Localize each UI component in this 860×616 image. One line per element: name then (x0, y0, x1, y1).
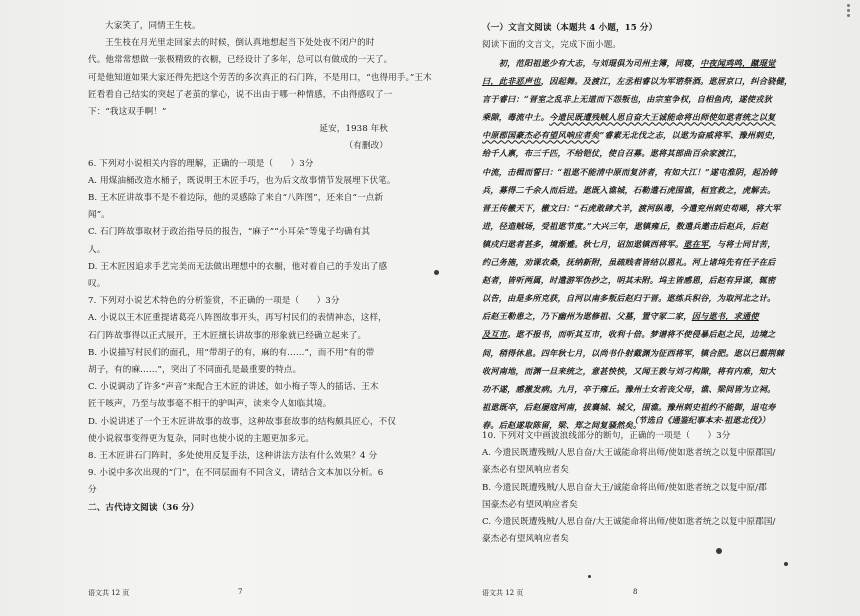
passage-line (482, 72, 796, 90)
passage-text: 言于睿曰：“晋室之乱非上无道而下怨叛也，由宗室争权，自相鱼肉，遂使戎狄 (482, 94, 773, 105)
passage-line (482, 217, 796, 235)
classical-passage (482, 54, 796, 434)
passage-text: 间，稍得休息。四年秋七月，以尚书仆射戴渊为征西将军，镇合肥。逖以已翦荆棘 (482, 347, 784, 358)
passage-line (482, 126, 796, 144)
text-line: B. 王木匠讲故事不是不着边际，他的灵感除了来自“八阵图”，还来自“一点新 (88, 193, 384, 204)
passage-text: 功不遂，感激发病。九月，卒于雍丘。豫州士女若丧父母，谯、梁间皆为立祠。 (482, 383, 776, 394)
passage-text: 约己务施，劝课农桑，抚纳新附，虽疏贱者皆结以恩礼。河上诸坞先有任子在后 (482, 257, 776, 268)
text-line: 石门阵故事得以正式展开，王木匠擅长讲故事的形象就已经确立起来了。 (88, 330, 367, 341)
text-line: A. 用煤油桶改造水桶子，既说明王木匠手巧，也为后文故事情节发展埋下伏笔。 (88, 175, 396, 186)
text-line: 代。他常常想做一张极精致的衣橱，已经设计了多年，总可以有做成的一天了。 (88, 55, 393, 66)
passage-text: 祖逖既卒，后赵屡寇河南，拔襄城、城父，围谯。豫州刺史祖约不能御，退屯寿 (482, 401, 776, 412)
text-line: 二、古代诗文阅读（36 分） (88, 502, 199, 513)
passage-source: （节选自《通鉴纪事本末·祖逖北伐》） (630, 415, 770, 425)
underlined-text: 中夜闻鸡鸣，蹴琨觉 (700, 58, 776, 68)
text-line: 9. 小说中多次出现的“门”，在不同层面有不同含义，请结合文本加以分析。6 (88, 468, 384, 479)
passage-line (482, 344, 796, 362)
passage-line (482, 380, 796, 398)
question-line: 豪杰必有望风响应者矣 (482, 534, 569, 545)
section-heading: （一）文言文阅读（本题共 4 小题，15 分） (482, 23, 658, 33)
passage-line (482, 90, 796, 108)
left-page-text (88, 18, 432, 517)
passage-text: 兵，募得二千余人而后进。逖既入谯城，石勒遣石虎围谯，桓宣救之，虎解去。 (482, 184, 776, 195)
passage-text: 。逖不报书，而听其互市，收利十倍。梦谱将不使侵暴后赵之民，边境之 (507, 329, 776, 340)
passage-line (482, 108, 796, 126)
question-line: 10. 下列对文中画波浪线部分的断句，正确的一项是（ ）3分 (482, 431, 731, 441)
left-page-number: 7 (238, 588, 243, 596)
passage-text: ，与将士同甘苦， (708, 238, 776, 249)
text-line: 下：“我这双手啊！” (88, 107, 167, 118)
question-line: 国豪杰必有望风响应者矣 (482, 499, 578, 510)
reading-intro: 阅读下面的文言文，完成下面小题。 (482, 40, 622, 50)
text-line: 叹。 (88, 279, 106, 290)
passage-line (482, 362, 796, 380)
text-line: C. 小说调动了许多“声音”来配合王木匠的讲述，如小梅子等人的插话、王木 (88, 382, 379, 393)
passage-line (482, 54, 796, 72)
passage-text: ”睿素无北伐之志，以逖为奋威将军、豫州刺史， (599, 130, 781, 141)
passage-text: 初，范阳祖逖少有大志，与刘琨俱为司州主簿，同寝， (482, 58, 701, 68)
passage-text: 以告，由是多所克获，自河以南多叛后赵归于晋。逖练兵积谷，为取河北之计。 (482, 293, 776, 304)
text-line: 8. 王木匠讲石门阵时，多处使用反复手法，这种讲法方法有什么效果？4 分 (88, 451, 378, 462)
scan-speck (434, 270, 439, 275)
passage-text: 收河南地，而渊一旦来统之，意甚怏怏，又闻王敦与刘刁构隙，将有内难，知大 (482, 365, 776, 376)
question-10 (482, 428, 796, 548)
left-footer-total: 语文共 12 页 (88, 589, 130, 597)
text-line: 可是他知道如果大家还得先把这个劳苦的多次真正的石门阵，不是用口，“也得用手。”王木 (88, 72, 432, 83)
passage-line (482, 307, 796, 325)
passage-line (482, 325, 796, 343)
passage-line (482, 253, 796, 271)
passage-line (482, 163, 796, 181)
passage-text: 晋王传檄天下，檄文曰：“石虎敢肆犬羊，渡河纵毒，今遣兖州刺史苟晞，将大军 (482, 202, 781, 213)
scan-speck (716, 548, 722, 554)
text-line: D. 王木匠因追求手艺完美而无法做出理想中的衣橱，他对着自己的手发出了感 (88, 261, 388, 272)
text-line: 延安，1938 年秋 (319, 124, 388, 135)
text-line: 匠干咳声，乃至与故事毫不相干的驴叫声，读来令人如临其境。 (88, 399, 332, 410)
text-line: A. 小说以王木匠重提诸葛亮八阵图故事开头，再写村民们的表情神态，这样， (88, 313, 387, 324)
passage-text: 中流，击楫而誓曰：“祖逖不能清中原而复济者，有如大江！”遂屯淮阴，起冶铸 (482, 166, 777, 177)
text-line: C. 石门阵故事取材于政治指导员的报告，“麻子”“小耳朵”等鬼子均确有其 (88, 227, 371, 238)
more-options-icon[interactable] (844, 3, 852, 23)
right-page (430, 0, 860, 616)
passage-text: 给千人禀，布三千匹，不给铠仗，使自召募。逖将其部曲百余家渡江， (482, 148, 743, 159)
scan-speck (588, 575, 591, 578)
text-line: B. 小说描写村民们的面孔，用“带胡子的有，麻的有……”，而不用“有的带 (88, 347, 375, 358)
underlined-text: 及互市 (482, 329, 508, 340)
right-page-number: 8 (633, 588, 638, 596)
underlined-text: 因与逖书，求通使 (691, 311, 759, 322)
passage-text: 乘隙，毒流中土。 (482, 112, 550, 123)
passage-text: 春。后赵遂取陈留，梁、郑之间复骚然矣。 (482, 419, 642, 430)
text-line: 使小说叙事变得更为复杂，同时也使小说的主题更加多元。 (88, 433, 315, 444)
question-line: C. 今遗民既遭残贼/人思自奋/大王诚能命将出师/使如逖者统之以复中原郡国/ (482, 517, 776, 528)
passage-line (482, 289, 796, 307)
passage-text: 进，径造贼场，受祖逖节度。”大兴三年，逖镇雍丘，数遣兵邀击后赵兵，后赵 (482, 220, 768, 231)
underlined-text: 曰，此非恶声也 (482, 76, 541, 87)
passage-text: 后赵王勒患之，乃下幽州为逖修祖、父墓，置守冢二家， (482, 311, 692, 322)
right-footer-total: 语文共 12 页 (482, 589, 524, 597)
passage-line (482, 199, 796, 217)
question-line: B. 今遗民既遭残贼/人思自奋大王/诚能命将出师/使如逖者统之以复中原/郡 (482, 482, 767, 493)
question-line: 豪杰必有望风响应者矣 (482, 465, 569, 476)
text-line: 王生枝在月光里走回家去的时候，倒认真地想起当下处处夜不闭户的时 (105, 38, 375, 49)
text-line: D. 小说讲述了一个王木匠讲故事的故事，这种故事套故事的结构颇具匠心，不仅 (88, 416, 396, 427)
text-line: 分 (88, 485, 97, 496)
passage-text: 赵者，皆听两属，时遣游军伪抄之，明其未附。坞主皆感恩，后赵有异谋，辄密 (482, 275, 776, 286)
scan-speck (784, 562, 788, 566)
text-line: 大家笑了，同情王生枝。 (105, 21, 201, 31)
passage-line (482, 235, 796, 253)
passage-line (482, 144, 796, 162)
text-line: （有删改） (344, 141, 388, 152)
underlined-text: 逖在军 (683, 238, 709, 249)
text-line: 7. 下列对小说艺术特色的分析鉴赏，不正确的一项是（ ）3分 (88, 296, 340, 307)
text-line: 人。 (88, 244, 106, 255)
wavy-underlined-text: 中原郡国豪杰必有望风响应者矣 (482, 130, 600, 141)
passage-line (482, 181, 796, 199)
passage-text: ，因起舞。及渡江，左丞相睿以为军谘祭酒。逖居京口，纠合骁健， (540, 76, 793, 87)
text-line: 胡子，有的麻……”，突出了不同面孔是最重要的特点。 (88, 365, 302, 376)
text-line: 闻”。 (88, 210, 110, 221)
passage-text: 镇戍归逖者甚多，境渐蹙。秋七月，诏加逖镇西将军。 (482, 238, 684, 249)
question-line: A. 今遗民既遭残贼/人思自奋/大王诚能命将出师/使如逖者统之以复中原郡国/ (482, 448, 776, 459)
text-line: 匠看看自己结实的突起了老茧的掌心，说不出由于哪一种情感，不由得感叹了一 (88, 89, 393, 100)
wavy-underlined-text: 今遗民既遭残贼人思自奋大王诚能命将出师使如逖者统之以复 (549, 112, 776, 123)
text-line: 6. 下列对小说相关内容的理解，正确的一项是（ ）3分 (88, 158, 314, 169)
passage-line (482, 271, 796, 289)
